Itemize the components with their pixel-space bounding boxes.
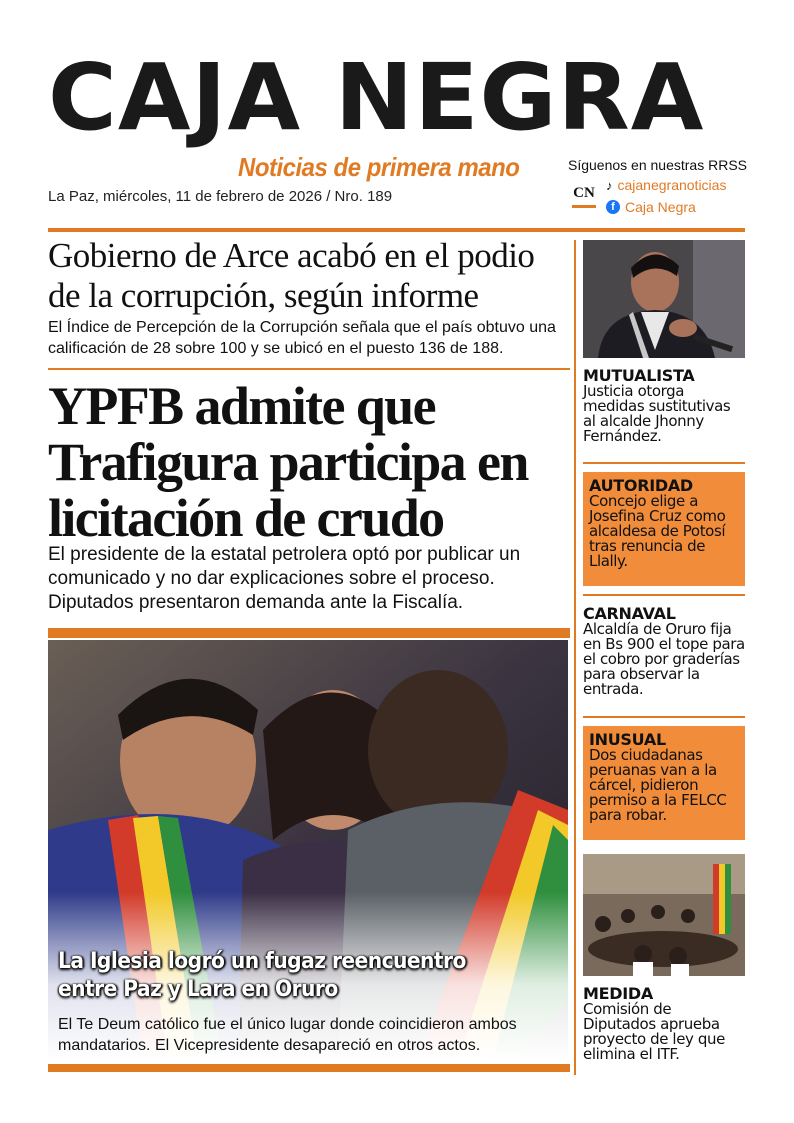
sidebar-item[interactable]	[583, 472, 745, 586]
facebook-link[interactable]	[606, 199, 696, 215]
sidebar-divider	[583, 594, 745, 596]
main-deck: El presidente de la estatal petrolera optó por publicar un comunicado y no dar explicaciones sobre el proceso. Diputados presentaron demanda ante la Fiscalía.	[48, 544, 521, 613]
column-divider	[574, 240, 576, 1075]
main-headline[interactable]: YPFB admite que Trafigura participa en licitación de crudo	[48, 376, 528, 548]
sidebar-kicker: INUSUAL	[589, 730, 666, 749]
divider	[48, 368, 570, 370]
photo-headline[interactable]: La Iglesia logró un fugaz reencuentro entre Paz y Lara en Oruro	[58, 949, 466, 1002]
facebook-icon: f	[606, 200, 620, 214]
sidebar-body: Justicia otorga medidas sustitutivas al alcalde Jhonny Fernández.	[583, 382, 731, 445]
tagline: Noticias de primera mano	[238, 152, 520, 182]
sidebar-kicker: MEDIDA	[583, 984, 653, 1003]
sidebar-item[interactable]	[583, 726, 745, 840]
tiktok-icon: ♪	[606, 177, 613, 193]
facebook-handle: Caja Negra	[625, 199, 696, 215]
sidebar-photo-portrait[interactable]	[583, 240, 745, 358]
sidebar-body: Dos ciudadanas peruanas van a la cárcel, pidieron permiso a la FELCC para robar.	[589, 746, 727, 824]
masthead-title: CAJA NEGRA	[48, 44, 705, 151]
sidebar-body: Comisión de Diputados aprueba proyecto de ley que elimina el ITF.	[583, 1000, 725, 1063]
sidebar-kicker: CARNAVAL	[583, 604, 676, 623]
sidebar-kicker: MUTUALISTA	[583, 366, 695, 385]
cn-logo: CN	[572, 183, 596, 208]
tiktok-link[interactable]	[606, 177, 726, 193]
sidebar-item[interactable]	[583, 368, 745, 444]
bottom-rule	[48, 1064, 570, 1072]
sidebar-kicker: AUTORIDAD	[589, 476, 693, 495]
sidebar-item[interactable]	[583, 986, 745, 1062]
sidebar-photo-session[interactable]	[583, 854, 745, 976]
photo-top-rule	[48, 628, 570, 638]
lead-headline[interactable]: Gobierno de Arce acabó en el podio de la corrupción, según informe	[48, 236, 535, 315]
social-title: Síguenos en nuestras RRSS	[568, 157, 747, 173]
sidebar-item[interactable]	[583, 606, 745, 697]
sidebar-body: Concejo elige a Josefina Cruz como alcaldesa de Potosí tras renuncia de Llally.	[589, 492, 726, 570]
sidebar-body: Alcaldía de Oruro fija en Bs 900 el tope para el cobro por graderías para observar la entrada.	[583, 620, 745, 698]
sidebar-divider	[583, 462, 745, 464]
dateline: La Paz, miércoles, 11 de febrero de 2026 / Nro. 189	[48, 188, 393, 205]
lead-deck: El Índice de Percepción de la Corrupción señala que el país obtuvo una calificación de 28 sobre 100 y se ubicó en el puesto 136 de 188.	[48, 319, 556, 357]
photo-deck: El Te Deum católico fue el único lugar donde coincidieron ambos mandatarios. El Vicepresidente desapareció en otros actos.	[58, 1016, 517, 1054]
top-rule	[48, 228, 745, 232]
tiktok-handle: cajanegranoticias	[617, 177, 727, 193]
sidebar-divider	[583, 716, 745, 718]
